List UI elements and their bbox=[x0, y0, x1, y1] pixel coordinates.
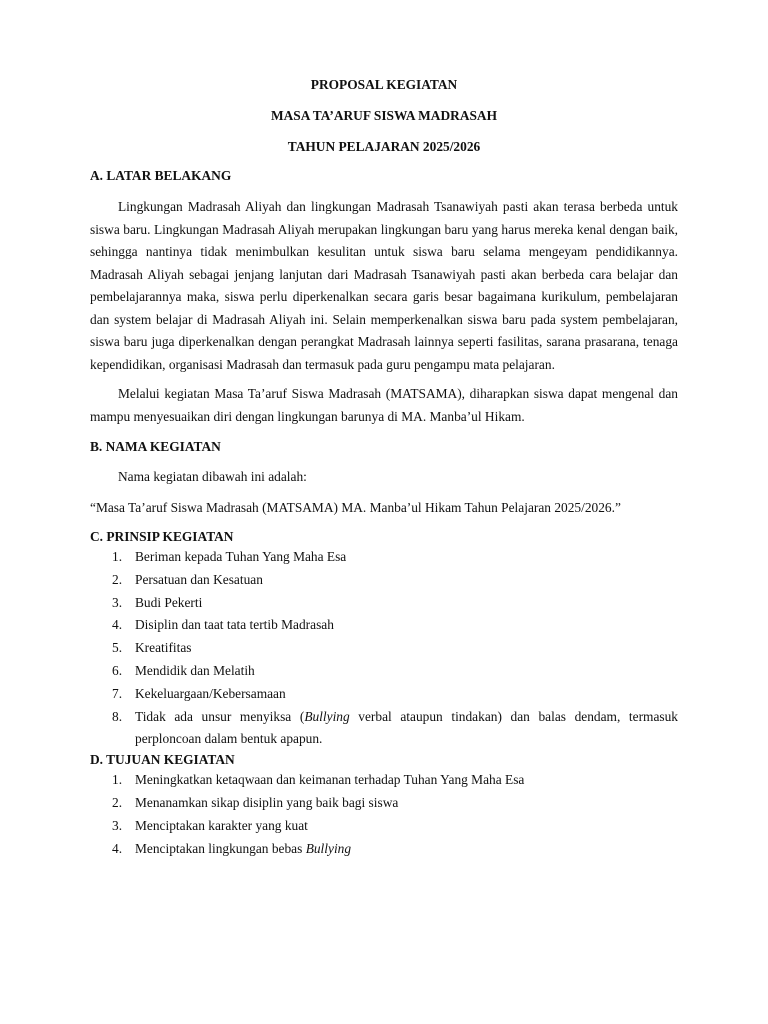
document-title: PROPOSAL KEGIATAN bbox=[310, 77, 458, 92]
list-number: 5. bbox=[112, 640, 123, 656]
list-number: 3. bbox=[112, 594, 123, 610]
paragraph-nama-kegiatan: “Masa Ta’aruf Siswa Madrasah (MATSAMA) MA. Manba’ul Hikam Tahun Pelajaran 2025/2026.” bbox=[90, 499, 621, 515]
section-heading-nama-kegiatan: B. NAMA KEGIATAN bbox=[90, 439, 221, 454]
list-item-text: Kekeluargaan/Kebersamaan bbox=[135, 685, 286, 701]
list-item-text: Mendidik dan Melatih bbox=[135, 662, 255, 678]
list-number: 4. bbox=[112, 617, 123, 633]
list-item-text: Menciptakan karakter yang kuat bbox=[135, 817, 308, 833]
list-number: 7. bbox=[112, 685, 123, 701]
list-number: 1. bbox=[112, 772, 123, 788]
paragraph-nama-kegiatan-intro: Nama kegiatan dibawah ini adalah: bbox=[118, 469, 307, 484]
list-number: 2. bbox=[112, 571, 123, 587]
list-item bbox=[90, 546, 678, 569]
list-item-text-after: verbal ataupun tindakan) dan balas dendam, termasuk perploncoan dalam bentuk apapun. bbox=[135, 708, 679, 747]
document-subtitle: MASA TA’ARUF SISWA MADRASAH bbox=[270, 108, 498, 123]
section-heading-latar-belakang: A. LATAR BELAKANG bbox=[90, 168, 232, 183]
list-item-text: Disiplin dan taat tata tertib Madrasah bbox=[135, 617, 334, 633]
list-item-text: Kreatifitas bbox=[135, 640, 192, 656]
list-item-text: Beriman kepada Tuhan Yang Maha Esa bbox=[135, 549, 347, 564]
list-item bbox=[90, 569, 678, 592]
list-item-text: Persatuan dan Kesatuan bbox=[135, 571, 263, 587]
list-item-text-before: Tidak ada unsur menyiksa ( bbox=[135, 708, 305, 724]
paragraph-latar-belakang-2: Melalui kegiatan Masa Ta’aruf Siswa Madrasah (MATSAMA), diharapkan siswa dapat mengenal dan mampu menyesuaikan diri dengan lingkungan barunya di MA. Manba’ul Hikam. bbox=[90, 386, 678, 424]
list-item bbox=[90, 637, 678, 660]
list-item-text-before: Menciptakan lingkungan bebas bbox=[135, 840, 306, 856]
list-item-text: Meningkatkan ketaqwaan dan keimanan terhadap Tuhan Yang Maha Esa bbox=[135, 772, 525, 788]
list-item bbox=[90, 838, 678, 861]
document-year: TAHUN PELAJARAN 2025/2026 bbox=[287, 139, 481, 154]
list-item bbox=[90, 660, 678, 683]
list-item bbox=[90, 769, 678, 792]
list-number: 2. bbox=[112, 794, 123, 810]
prinsip-list bbox=[90, 546, 678, 751]
list-item bbox=[90, 815, 678, 838]
list-number: 8. bbox=[112, 708, 123, 724]
list-item bbox=[90, 706, 678, 752]
list-item bbox=[90, 683, 678, 706]
document-content bbox=[90, 76, 678, 860]
tujuan-list bbox=[90, 769, 678, 860]
list-number: 6. bbox=[112, 662, 123, 678]
section-heading-tujuan-kegiatan: D. TUJUAN KEGIATAN bbox=[90, 752, 235, 768]
list-item bbox=[90, 792, 678, 815]
paragraph-latar-belakang-1: Lingkungan Madrasah Aliyah dan lingkungan Madrasah Tsanawiyah pasti akan terasa berbeda untuk siswa baru. Lingkungan Madrasah Aliyah merupakan lingkungan baru yang harus mereka kenal dengan baik, sehingga nantinya tidak menimbulkan kesulitan untuk siswa baru selama mengeyam pendidikannya. Madrasah Aliyah sebagai jenjang lanjutan dari Madrasah Tsanawiyah pasti akan berbeda cara belajar dan pembelajarannya maka, siswa perlu diperkenalkan secara garis besar bagaimana kurikulum, pembelajaran dan system belajar di Madrasah Aliyah ini. Selain memperkenalkan siswa baru pada system pembelajaran, siswa baru juga diperkenalkan dengan perangkat Madrasah lainnya seperti fasilitas, sarana prasarana, tenaga kependidikan, organisasi Madrasah dan termasuk pada guru pengampu mata pelajaran. bbox=[90, 199, 678, 372]
list-item bbox=[90, 614, 678, 637]
list-item-italic: Bullying bbox=[305, 840, 352, 856]
section-heading-prinsip-kegiatan: C. PRINSIP KEGIATAN bbox=[90, 529, 234, 544]
list-number: 4. bbox=[112, 840, 123, 856]
list-item-italic: Bullying bbox=[304, 708, 350, 724]
list-number: 3. bbox=[112, 817, 123, 833]
list-item bbox=[90, 592, 678, 615]
list-number: 1. bbox=[112, 549, 123, 564]
list-item-text: Budi Pekerti bbox=[135, 594, 203, 610]
list-item-text: Menanamkan sikap disiplin yang baik bagi siswa bbox=[135, 794, 399, 810]
